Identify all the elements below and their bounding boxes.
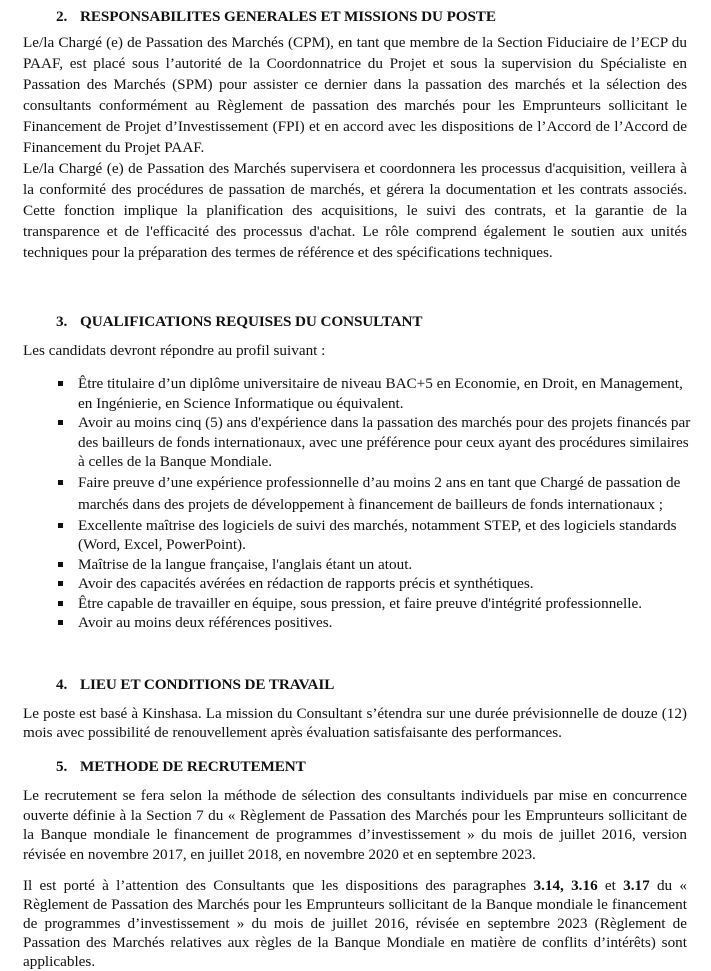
section-4-paragraph: Le poste est basé à Kinshasa. La mission du Consultant s’étendra sur une durée prévisionnelle de douze (12) mois avec possibilité de renouvellement après évaluation satisfaisante des performances. xyxy=(23,705,687,741)
section-3-intro: Les candidats devront répondre au profil suivant : xyxy=(23,342,326,359)
section-title: RESPONSABILITES GENERALES ET MISSIONS DU POSTE xyxy=(80,8,496,25)
qualifications-list xyxy=(58,374,698,633)
bullet-square-icon xyxy=(58,381,63,386)
list-item: Excellente maîtrise des logiciels de suivi des marchés, notamment STEP, et des logiciels standards (Word, Excel, PowerPoint). xyxy=(58,516,698,555)
section-5-paragraph-1: Le recrutement se fera selon la méthode de sélection des consultants individuels par mise en concurrence ouverte définie à la Section 7 du « Règlement de Passation des Marchés pour les Emprunteurs sollicitant de la Banque mondiale le financement de programmes d’investissement » du mois de juillet 2016, version révisée en novembre 2017, en juillet 2018, en novembre 2020 et en septembre 2023. xyxy=(23,787,687,863)
section-5-paragraph-2: Il est porté à l’attention des Consultants que les dispositions des paragraphes 3.14, 3.16 et 3.17 du « Règlement de Passation des Marchés pour les Emprunteurs sollicitant de la Banque mondiale le financement de programmes d’investissement » du mois de juillet 2016, révisée en septembre 2023 (Règlement de Passation des Marchés relatives aux règles de la Banque Mondiale en matière de conflits d’intérêts) sont applicables. xyxy=(23,877,687,970)
section-number: 2. xyxy=(56,8,68,25)
section-title: QUALIFICATIONS REQUISES DU CONSULTANT xyxy=(80,313,423,330)
bullet-square-icon xyxy=(58,620,63,625)
section-title: LIEU ET CONDITIONS DE TRAVAIL xyxy=(80,676,335,693)
section-2-paragraph-2: Le/la Chargé (e) de Passation des Marchés supervisera et coordonnera les processus d'acquisition, veillera à la conformité des procédures de passation de marchés, et gérera la documentation et les contrats associés. Cette fonction implique la planification des acquisitions, le suivi des contrats, et la garantie de la transparence et de l'efficacité des processus d'achat. Le rôle comprend également le soutien aux unités techniques pour la préparation des termes de référence et des spécifications techniques. xyxy=(23,160,687,261)
paragraph-reference: 3.14, 3.16 xyxy=(533,877,598,894)
section-number: 5. xyxy=(56,758,68,775)
section-3-heading xyxy=(56,313,422,331)
list-item: Être titulaire d’un diplôme universitaire de niveau BAC+5 en Economie, en Droit, en Management, en Ingénierie, en Science Informatique ou équivalent. xyxy=(58,374,698,413)
list-item: Avoir au moins cinq (5) ans d'expérience dans la passation des marchés pour des projets financés par des bailleurs de fonds internationaux, avec une préférence pour ceux ayant des procédures similaires à celles de la Banque Mondiale. xyxy=(58,413,698,472)
section-4-heading xyxy=(56,676,334,694)
bullet-square-icon xyxy=(58,480,63,485)
list-item: Faire preuve d’une expérience professionnelle d’au moins 2 ans en tant que Chargé de passation de marchés dans des projets de développement à financement de bailleurs de fonds internationaux ; xyxy=(58,472,698,516)
bullet-square-icon xyxy=(58,562,63,567)
list-item: Maîtrise de la langue française, l'anglais étant un atout. xyxy=(58,555,698,575)
bullet-square-icon xyxy=(58,601,63,606)
section-2-paragraph-1: Le/la Chargé (e) de Passation des Marchés (CPM), en tant que membre de la Section Fiduciaire de l’ECP du PAAF, est placé sous l’autorité de la Coordonnatrice du Projet et sous la supervision du Spécialiste en Passation des Marchés (SPM) pour assister ce dernier dans la passation des marchés et la sélection des consultants conformément au Règlement de passation des marchés pour les Emprunteurs sollicitant le Financement de Projet d’Investissement (FPI) et en accord avec les dispositions de l’Accord de l’Accord de Financement du Projet PAAF. xyxy=(23,34,687,156)
section-5-heading xyxy=(56,758,306,776)
section-title: METHODE DE RECRUTEMENT xyxy=(80,758,306,775)
section-number: 3. xyxy=(56,313,68,330)
bullet-square-icon xyxy=(58,420,63,425)
list-item: Avoir au moins deux références positives. xyxy=(58,613,698,633)
bullet-square-icon xyxy=(58,523,63,528)
bullet-square-icon xyxy=(58,581,63,586)
paragraph-reference: 3.17 xyxy=(623,877,650,894)
list-item: Être capable de travailler en équipe, sous pression, et faire preuve d'intégrité professionnelle. xyxy=(58,594,698,614)
section-number: 4. xyxy=(56,676,68,693)
list-item: Avoir des capacités avérées en rédaction de rapports précis et synthétiques. xyxy=(58,574,698,594)
